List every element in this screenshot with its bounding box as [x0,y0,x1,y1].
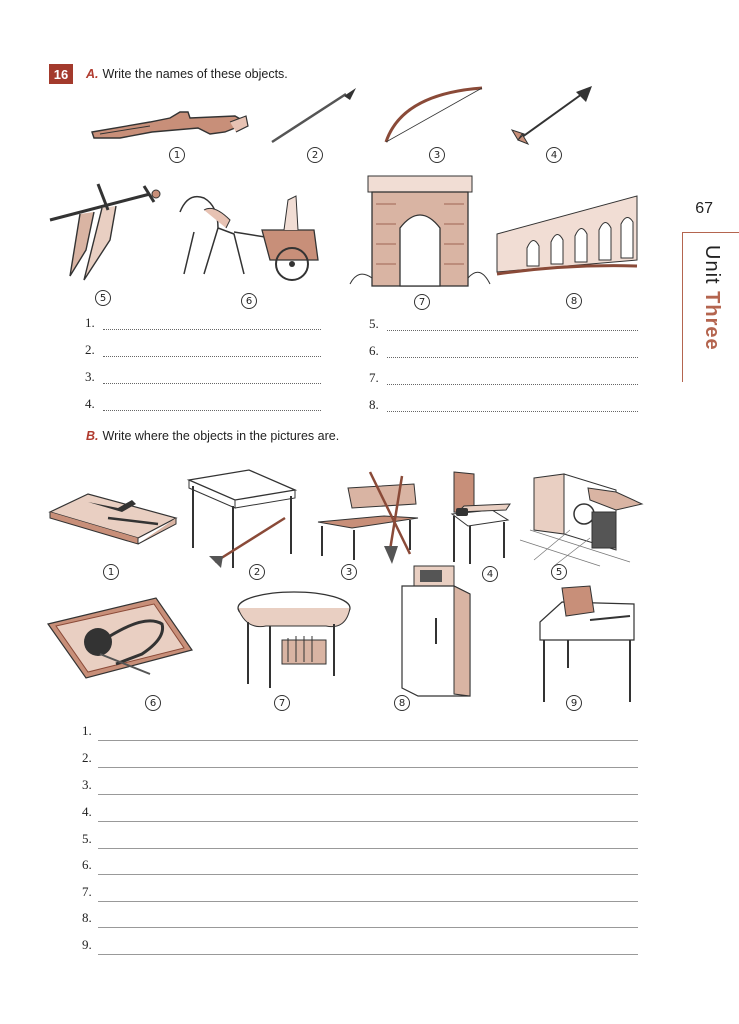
picture-a1-number: 1 [169,147,185,163]
part-b-answer-6[interactable] [98,874,638,875]
part-a-line-8-label: 8. [369,397,379,412]
page-number: 67 [695,200,713,217]
part-b-line-2-label: 2. [82,750,92,765]
part-a-answer-6[interactable] [387,357,638,358]
part-b-answer-1[interactable] [98,740,638,741]
fridge-with-microwave-icon [398,564,474,698]
part-b-answer-5[interactable] [98,848,638,849]
bow-icon [382,86,486,146]
exercise-number: 16 [49,64,73,84]
table-with-toaster-icon [538,584,638,704]
arrow-icon [510,86,594,146]
part-a-instruction: Write the names of these objects. [102,67,288,81]
part-a-line-4-label: 4. [85,396,95,411]
part-b-line-1-label: 1. [82,723,92,738]
part-b-answer-4[interactable] [98,821,638,822]
part-b-line-8-label: 8. [82,910,92,925]
picture-b7-number: 7 [274,695,290,711]
shelf-with-tools-icon [48,490,178,550]
part-a-answer-3[interactable] [103,383,321,384]
pistol-icon [90,104,250,144]
part-a-line-3-label: 3. [85,369,95,384]
part-a-answer-1[interactable] [103,329,321,330]
picture-b1-number: 1 [103,564,119,580]
unit-tab [700,245,723,351]
part-a-line-2-label: 2. [85,342,95,357]
part-b-line-3-label: 3. [82,777,92,792]
picture-b8-number: 8 [394,695,410,711]
picture-a3-number: 3 [429,147,445,163]
part-a-answer-4[interactable] [103,410,321,411]
picture-b2-number: 2 [249,564,265,580]
kitchen-appliances-icon [520,470,644,566]
picture-a4-number: 4 [546,147,562,163]
part-a-title [86,67,288,81]
plough-icon [50,180,162,284]
part-b-line-6-label: 6. [82,857,92,872]
unit-divider-vertical [682,232,683,382]
part-b-answer-9[interactable] [98,954,638,955]
part-a-answer-7[interactable] [387,384,638,385]
part-a-answer-5[interactable] [387,330,638,331]
part-b-answer-8[interactable] [98,927,638,928]
picture-a5-number: 5 [95,290,111,306]
picture-b6-number: 6 [145,695,161,711]
part-b-answer-2[interactable] [98,767,638,768]
bench-with-shovel-icon [314,470,426,566]
part-a-line-7-label: 7. [369,370,379,385]
part-b-title [86,429,339,443]
table-with-dish-rack-icon [236,590,354,690]
unit-word: Unit [701,245,723,285]
picture-b5-number: 5 [551,564,567,580]
unit-name: Three [701,291,723,351]
chair-with-saw-icon [446,470,512,566]
picture-a7-number: 7 [414,294,430,310]
unit-divider [682,232,739,233]
part-b-line-7-label: 7. [82,884,92,899]
picture-a2-number: 2 [307,147,323,163]
part-a-line-1-label: 1. [85,315,95,330]
part-a-line-5-label: 5. [369,316,379,331]
part-b-line-5-label: 5. [82,831,92,846]
part-b-answer-7[interactable] [98,901,638,902]
part-a-answer-8[interactable] [387,411,638,412]
part-b-instruction: Write where the objects in the pictures are. [102,429,340,443]
table-with-hoe-icon [185,468,299,572]
chariot-icon [174,184,324,282]
rug-with-vacuum-icon [46,594,196,684]
part-a-letter: A. [86,67,99,81]
aqueduct-icon [497,186,639,278]
part-a-answer-2[interactable] [103,356,321,357]
part-b-answer-3[interactable] [98,794,638,795]
part-b-line-4-label: 4. [82,804,92,819]
spear-icon [268,86,358,146]
picture-a8-number: 8 [566,293,582,309]
picture-a6-number: 6 [241,293,257,309]
stone-arch-icon [350,172,490,288]
part-a-line-6-label: 6. [369,343,379,358]
part-b-letter: B. [86,429,99,443]
part-b-line-9-label: 9. [82,937,92,952]
picture-b4-number: 4 [482,566,498,582]
picture-b9-number: 9 [566,695,582,711]
picture-b3-number: 3 [341,564,357,580]
